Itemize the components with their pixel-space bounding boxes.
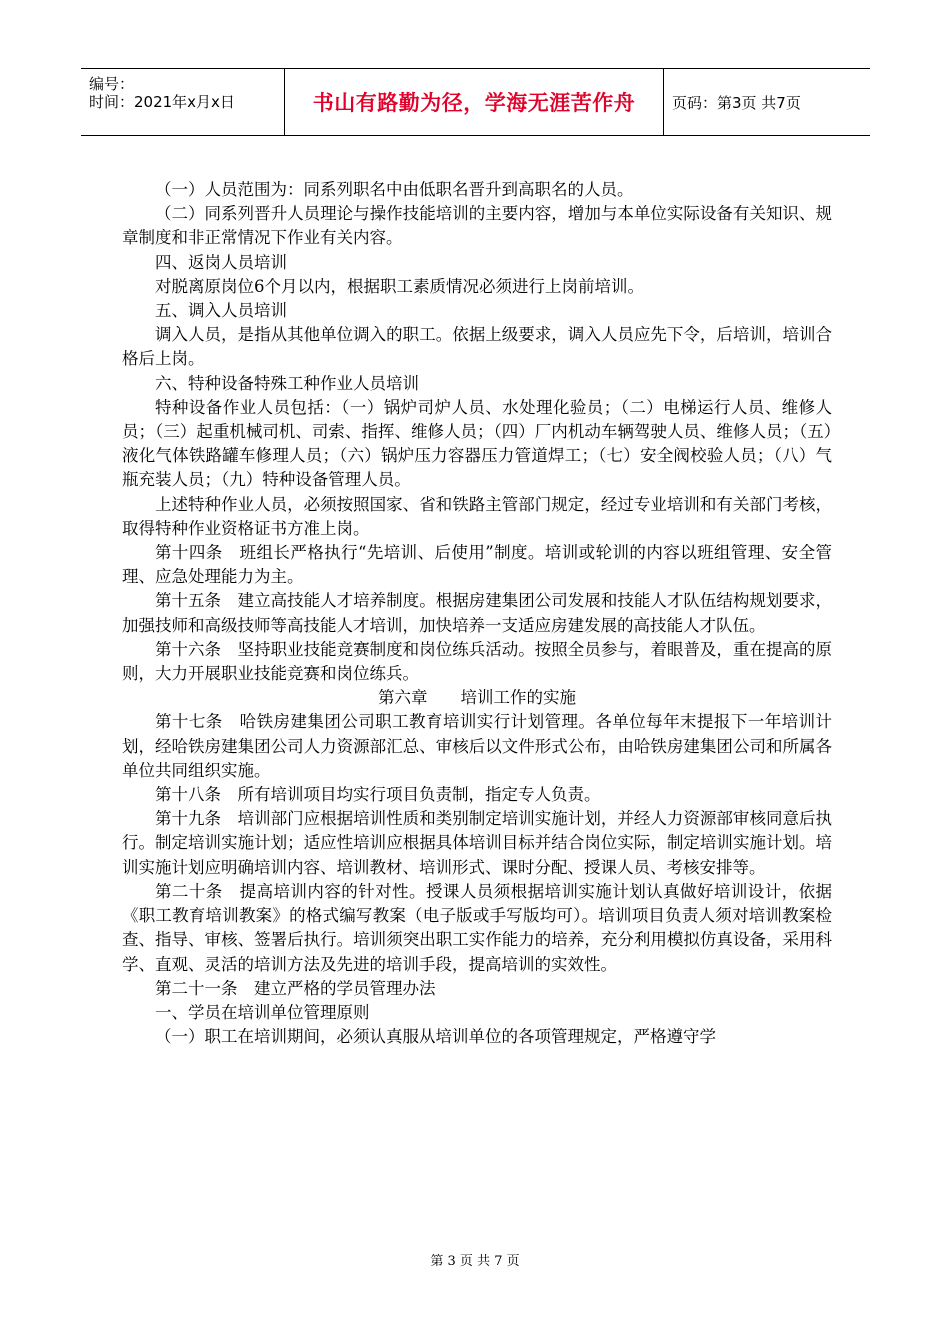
- doc-time: 时间：2021年x月x日: [89, 93, 235, 111]
- section-heading: 六、特种设备特殊工种作业人员培训: [155, 373, 419, 393]
- paragraph: （一）职工在培训期间，必须认真服从培训单位的各项管理规定，严格遵守学: [155, 1027, 716, 1047]
- header-motto-cell: [284, 69, 664, 135]
- paragraph: （二）同系列晋升人员理论与操作技能培训的主要内容，增加与本单位实际设备有关知识、规章制度和非正常情况下作业有关内容。: [122, 204, 832, 248]
- article-20: 第二十条 提高培训内容的针对性。授课人员须根据培训实施计划认真做好培训设计，依据《职工教育培训教案》的格式编写教案（电子版或手写版均可）。培训项目负责人须对培训教案检查、指导、审核、签署后执行。培训须突出职工实作能力的培养，充分利用模拟仿真设备，采用科学、直观、灵活的培训方法及先进的培训手段，提高培训的实效性。: [122, 881, 832, 974]
- chapter-heading: 第六章 培训工作的实施: [378, 688, 576, 708]
- section-heading: 四、返岗人员培训: [155, 252, 287, 272]
- article-16: 第十六条 坚持职业技能竞赛制度和岗位练兵活动。按照全员参与，着眼普及，重在提高的原则，大力开展职业技能竞赛和岗位练兵。: [122, 639, 832, 684]
- paragraph: 调入人员，是指从其他单位调入的职工。依据上级要求，调入人员应先下令，后培训，培训合格后上岗。: [122, 325, 832, 369]
- article-15: 第十五条 建立高技能人才培养制度。根据房建集团公司发展和技能人才队伍结构规划要求，加强技师和高级技师等高技能人才培训，加快培养一支适应房建发展的高技能人才队伍。: [122, 591, 832, 635]
- motto-text: 书山有路勤为径，学海无涯苦作舟: [312, 91, 636, 115]
- page-header: [81, 68, 870, 136]
- paragraph: （一）人员范围为：同系列职名中由低职名晋升到高职名的人员。: [155, 180, 634, 199]
- article-21: 第二十一条 建立严格的学员管理办法: [155, 978, 436, 998]
- section-heading: 五、调入人员培训: [155, 301, 287, 321]
- page-footer: 第 3 页 共 7 页: [430, 1254, 520, 1269]
- article-17: 第十七条 哈铁房建集团公司职工教育培训实行计划管理。各单位每年末提报下一年培训计划，经哈铁房建集团公司人力资源部汇总、审核后以文件形式公布，由哈铁房建集团公司和所属各单位共同组织实施。: [122, 712, 832, 780]
- article-19: 第十九条 培训部门应根据培训性质和类别制定培训实施计划，并经人力资源部审核同意后执行。制定培训实施计划；适应性培训应根据具体培训目标并结合岗位实际，制定培训实施计划。培训实施计划应明确培训内容、培训教材、培训形式、课时分配、授课人员、考核安排等。: [122, 809, 832, 877]
- header-page-number: 页码：第3页 共7页: [672, 93, 801, 112]
- doc-number: 编号：: [89, 75, 135, 93]
- article-14: 第十四条 班组长严格执行“先培训、后使用”制度。培训或轮训的内容以班组管理、安全管理、应急处理能力为主。: [122, 543, 832, 587]
- document-body: [122, 178, 832, 1049]
- section-heading: 一、学员在培训单位管理原则: [155, 1002, 370, 1022]
- paragraph: 对脱离原岗位6个月以内，根据职工素质情况必须进行上岗前培训。: [155, 276, 644, 296]
- paragraph: 特种设备作业人员包括：（一）锅炉司炉人员、水处理化验员；（二）电梯运行人员、维修人员；（三）起重机械司机、司索、指挥、维修人员；（四）厂内机动车辆驾驶人员、维修人员；（五）液化气体铁路罐车修理人员；（六）锅炉压力容器压力管道焊工；（七）安全阀校验人员；（八）气瓶充装人员；（九）特种设备管理人员。: [122, 397, 832, 490]
- header-info: [81, 69, 284, 135]
- paragraph: 上述特种作业人员，必须按照国家、省和铁路主管部门规定，经过专业培训和有关部门考核，取得特种作业资格证书方准上岗。: [122, 494, 832, 538]
- article-18: 第十八条 所有培训项目均实行项目负责制，指定专人负责。: [155, 785, 601, 805]
